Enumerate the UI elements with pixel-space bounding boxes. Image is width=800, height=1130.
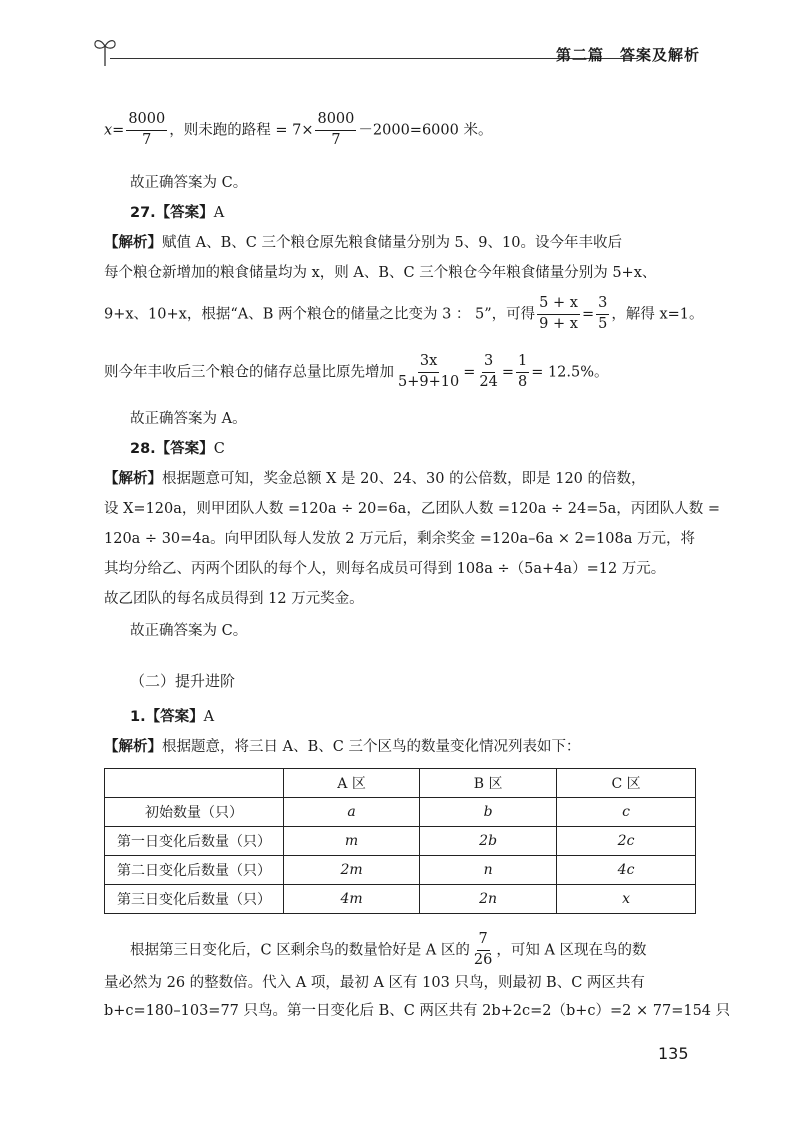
q28-answer: 28.【答案】C [130,441,225,457]
fraction: $\frac{3}{5}$ [598,295,608,332]
chapter-title: 第二篇 答案及解析 [555,46,700,64]
table-header-cell: A 区 [284,769,420,798]
table-cell: a [284,798,420,827]
q28-conclusion: 故正确答案为 C。 [130,623,248,639]
p1-analysis-line: 根据第三日变化后，C 区剩余鸟的数量恰好是 A 区的 $\frac{7}{26}$ ，可知 A 区现在鸟的数 [130,931,647,968]
q28-analysis-line: 120a ÷ 30=4a。向甲团队每人发放 2 万元后，剩余奖金 =120a–6a × 2=108a 万元，将 [104,531,695,547]
fraction: $\frac{7}{26}$ [473,931,493,968]
table-cell: 2b [420,827,557,856]
q27-analysis-line: 则今年丰收后三个粮仓的储存总量比原先增加 $\frac{3x}{5+9+10}$ = $\frac{3}{24}$ = $\frac{1}{8}$ = 12.5%。 [104,353,609,390]
fraction: $\frac{8000}{7}$ [128,111,166,148]
table-cell: x [557,885,696,914]
table-cell: n [420,856,557,885]
q26-conclusion: 故正确答案为 C。 [130,175,248,191]
fraction: $\frac{8000}{7}$ [317,111,355,148]
table-cell: 4c [557,856,696,885]
q27-conclusion: 故正确答案为 A。 [130,411,247,427]
table-cell: 第三日变化后数量（只） [105,885,284,914]
table-cell: 4m [284,885,420,914]
p1-analysis-line: 【解析】根据题意，将三日 A、B、C 三个区鸟的数量变化情况列表如下： [104,739,581,755]
q28-analysis-line: 故乙团队的每名成员得到 12 万元奖金。 [104,591,364,607]
table-row [105,856,696,885]
q28-analysis-line: 【解析】根据题意可知，奖金总额 X 是 20、24、30 的公倍数，即是 120 的倍数， [104,471,646,487]
table-cell: 2c [557,827,696,856]
table-header-row [105,769,696,798]
p1-analysis-line: b+c=180–103=77 只鸟。第一日变化后 B、C 两区共有 2b+2c=2（b+c）=2 × 77=154 只 [104,1003,731,1019]
q27-analysis-line: 【解析】赋值 A、B、C 三个粮仓原先粮食储量分别为 5、9、10。设今年丰收后 [104,235,622,251]
table-row [105,827,696,856]
p1-analysis-line: 量必然为 26 的整数倍。代入 A 项，最初 A 区有 103 只鸟，则最初 B、C 两区共有 [104,975,645,991]
table-cell: 2m [284,856,420,885]
q27-analysis-line: 9+x、10+x，根据“A、B 两个粮仓的储量之比变为 3 ： 5”，可得 $\frac{5 + x}{9 + x}$ = $\frac{3}{5}$ ，解得 x=1。 [104,295,704,332]
table-row [105,885,696,914]
table-row [105,798,696,827]
table-cell: m [284,827,420,856]
section-title: （二）提升进阶 [130,672,236,690]
table-header-cell: B 区 [420,769,557,798]
fraction: $\frac{3x}{5+9+10}$ [398,353,460,390]
table-cell: 第二日变化后数量（只） [105,856,284,885]
q28-analysis-line: 其均分给乙、丙两个团队的每个人，则每名成员可得到 108a ÷（5a+4a）=12 万元。 [104,561,666,577]
fraction: $\frac{5 + x}{9 + x}$ [539,295,578,332]
table-cell: c [557,798,696,827]
table-cell: 2n [420,885,557,914]
page-header [92,32,700,72]
sprout-icon [92,32,118,68]
table-header-cell: C 区 [557,769,696,798]
table-cell: b [420,798,557,827]
q27-analysis-line: 每个粮仓新增加的粮食储量均为 x，则 A、B、C 三个粮仓今年粮食储量分别为 5+x、 [104,265,657,281]
fraction: $\frac{1}{8}$ [517,353,528,390]
table-cell: 初始数量（只） [105,798,284,827]
page-number: 135 [658,1044,689,1063]
bird-count-table [104,768,696,914]
p1-answer: 1.【答案】A [130,709,215,725]
equation-line: x= $\frac{8000}{7}$ ，则未跑的路程 = 7× $\frac{8000}{7}$ －2000=6000 米。 [104,111,493,148]
fraction: $\frac{3}{24}$ [479,353,498,390]
q27-answer: 27.【答案】A [130,205,225,221]
table-cell: 第一日变化后数量（只） [105,827,284,856]
q28-analysis-line: 设 X=120a，则甲团队人数 =120a ÷ 20=6a，乙团队人数 =120a ÷ 24=5a，丙团队人数 = [104,501,720,517]
table-header-cell [105,769,284,798]
